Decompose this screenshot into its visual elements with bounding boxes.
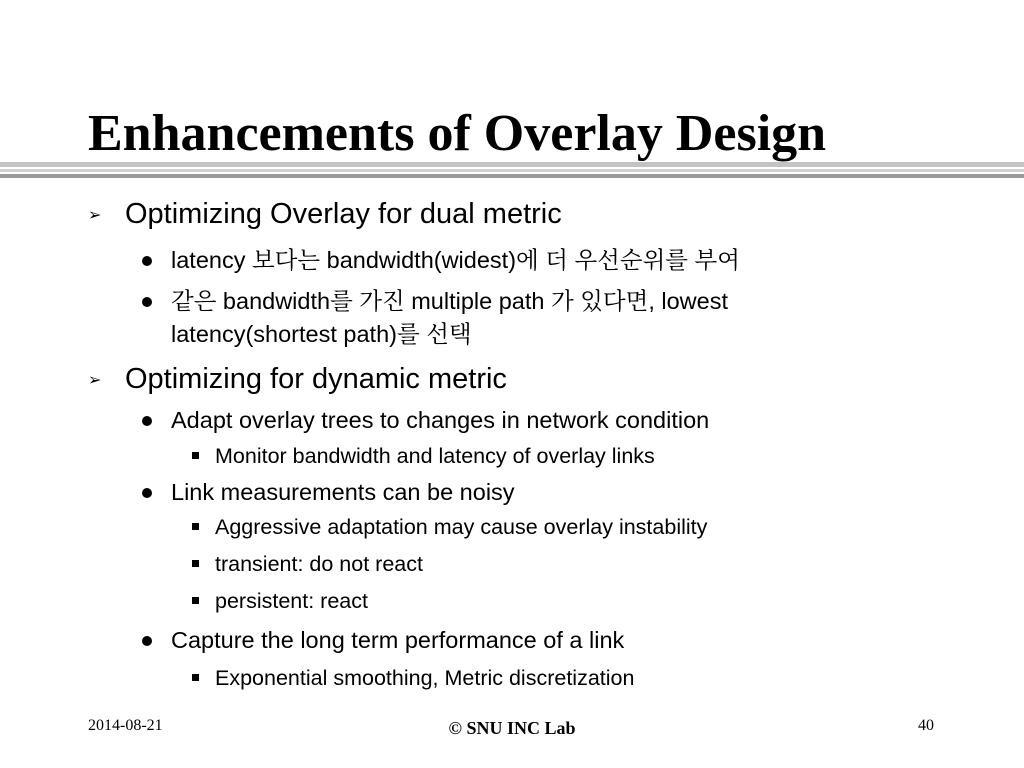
round-bullet-icon <box>142 256 152 266</box>
round-bullet-icon <box>142 636 152 646</box>
sub-sub-bullet-text: Aggressive adaptation may cause overlay instability <box>215 515 708 539</box>
sub-sub-bullet-text: Exponential smoothing, Metric discretization <box>215 666 635 690</box>
bullet-text: Optimizing for dynamic metric <box>125 363 507 395</box>
sub-bullet-text: latency(shortest path)를 선택 <box>171 321 472 347</box>
sub-bullet-text: Adapt overlay trees to changes in network condition <box>171 407 710 433</box>
sub-bullet-text: 같은 bandwidth를 가진 multiple path 가 있다면, lowest <box>171 288 729 314</box>
title-divider <box>0 162 1024 167</box>
bullet-text: Optimizing Overlay for dual metric <box>125 198 562 230</box>
square-bullet-icon <box>192 452 199 459</box>
footer-copyright: © SNU INC Lab <box>448 718 576 738</box>
round-bullet-icon <box>142 488 152 498</box>
square-bullet-icon <box>192 674 199 681</box>
arrow-bullet-icon: ➢ <box>88 372 102 389</box>
sub-sub-bullet-text: persistent: react <box>215 589 368 613</box>
page-number: 40 <box>918 717 934 734</box>
sub-bullet-text: Capture the long term performance of a link <box>171 627 625 653</box>
round-bullet-icon <box>142 297 152 307</box>
sub-sub-bullet-text: transient: do not react <box>215 552 423 576</box>
square-bullet-icon <box>192 597 199 604</box>
round-bullet-icon <box>142 416 152 426</box>
square-bullet-icon <box>192 560 199 567</box>
sub-bullet-text: Link measurements can be noisy <box>171 479 515 505</box>
slide-title: Enhancements of Overlay Design <box>88 105 827 162</box>
title-divider <box>0 174 1024 178</box>
title-divider <box>0 169 1024 172</box>
arrow-bullet-icon: ➢ <box>88 207 102 224</box>
sub-sub-bullet-text: Monitor bandwidth and latency of overlay links <box>215 444 655 468</box>
square-bullet-icon <box>192 523 199 530</box>
footer-date: 2014-08-21 <box>88 717 163 734</box>
sub-bullet-text: latency 보다는 bandwidth(widest)에 더 우선순위를 부여 <box>171 247 740 273</box>
